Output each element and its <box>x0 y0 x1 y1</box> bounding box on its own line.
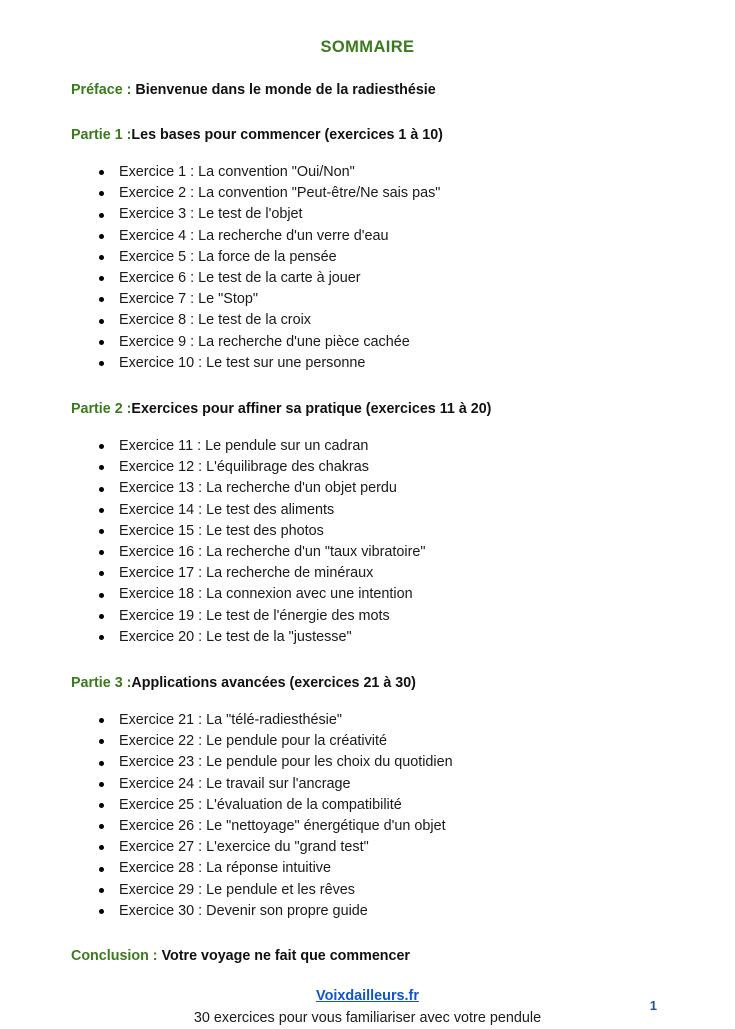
list-item-label: Exercice 4 : La recherche d'un verre d'eau <box>119 227 389 244</box>
bullet-icon <box>99 191 104 196</box>
list-item-label: Exercice 15 : Le test des photos <box>119 522 324 539</box>
conclusion-title: Votre voyage ne fait que commencer <box>161 948 410 965</box>
bullet-icon <box>99 718 104 723</box>
list-item <box>0 837 735 858</box>
list-item <box>0 353 735 374</box>
parts-container <box>0 125 735 922</box>
list-item-label: Exercice 22 : Le pendule pour la créativité <box>119 733 387 750</box>
list-item-label: Exercice 9 : La recherche d'une pièce cachée <box>119 333 410 350</box>
list-item <box>0 710 735 731</box>
list-item-label: Exercice 3 : Le test de l'objet <box>119 206 303 223</box>
list-item <box>0 436 735 457</box>
part-title: Applications avancées (exercices 21 à 30) <box>131 675 416 692</box>
part-label: Partie 3 : <box>71 675 132 692</box>
list-item <box>0 289 735 310</box>
bullet-icon <box>99 635 104 640</box>
bullet-icon <box>99 867 104 872</box>
bullet-icon <box>99 571 104 576</box>
bullet-icon <box>99 465 104 470</box>
list-item <box>0 752 735 773</box>
bullet-icon <box>99 487 104 492</box>
bullet-icon <box>99 276 104 281</box>
bullet-icon <box>99 255 104 260</box>
list-item <box>0 247 735 268</box>
list-item <box>0 310 735 331</box>
list-item-label: Exercice 24 : Le travail sur l'ancrage <box>119 775 351 792</box>
list-item <box>0 204 735 225</box>
part-heading <box>0 125 735 145</box>
bullet-icon <box>99 803 104 808</box>
bullet-icon <box>99 170 104 175</box>
bullet-icon <box>99 845 104 850</box>
list-item-label: Exercice 27 : L'exercice du "grand test" <box>119 839 369 856</box>
exercise-list <box>0 710 735 922</box>
list-item-label: Exercice 26 : Le "nettoyage" énergétique d'un objet <box>119 818 446 835</box>
footer-tagline: 30 exercices pour vous familiariser avec votre pendule <box>193 1010 542 1027</box>
list-item <box>0 162 735 183</box>
list-item <box>0 880 735 901</box>
list-item <box>0 901 735 922</box>
list-item-label: Exercice 30 : Devenir son propre guide <box>119 902 368 919</box>
bullet-icon <box>99 340 104 345</box>
list-item-label: Exercice 25 : L'évaluation de la compatibilité <box>119 796 402 813</box>
list-item-label: Exercice 12 : L'équilibrage des chakras <box>119 459 369 476</box>
list-item <box>0 226 735 247</box>
bullet-icon <box>99 508 104 513</box>
list-item-label: Exercice 13 : La recherche d'un objet perdu <box>119 480 397 497</box>
list-item-label: Exercice 29 : Le pendule et les rêves <box>119 881 355 898</box>
list-item <box>0 816 735 837</box>
list-item <box>0 774 735 795</box>
conclusion-heading <box>0 946 735 966</box>
list-item-label: Exercice 16 : La recherche d'un "taux vibratoire" <box>119 544 426 561</box>
part-heading <box>0 399 735 419</box>
part-title: Exercices pour affiner sa pratique (exercices 11 à 20) <box>131 401 492 418</box>
list-item-label: Exercice 5 : La force de la pensée <box>119 248 337 265</box>
bullet-icon <box>99 888 104 893</box>
list-item <box>0 584 735 605</box>
list-item <box>0 500 735 521</box>
page-title: SOMMAIRE <box>320 38 415 56</box>
preface-heading <box>0 80 735 100</box>
list-item-label: Exercice 19 : Le test de l'énergie des mots <box>119 607 390 624</box>
list-item <box>0 183 735 204</box>
list-item-label: Exercice 14 : Le test des aliments <box>119 501 335 518</box>
list-item-label: Exercice 20 : Le test de la "justesse" <box>119 628 352 645</box>
part-label: Partie 2 : <box>71 401 132 418</box>
bullet-icon <box>99 550 104 555</box>
footer <box>0 986 735 1029</box>
list-item <box>0 627 735 648</box>
list-item <box>0 795 735 816</box>
bullet-icon <box>99 234 104 239</box>
bullet-icon <box>99 529 104 534</box>
page-number: 1 <box>649 998 657 1013</box>
bullet-icon <box>99 361 104 366</box>
list-item-label: Exercice 7 : Le "Stop" <box>119 291 259 308</box>
list-item <box>0 542 735 563</box>
part-title: Les bases pour commencer (exercices 1 à 10) <box>131 127 443 143</box>
bullet-icon <box>99 739 104 744</box>
list-item-label: Exercice 6 : Le test de la carte à jouer <box>119 270 361 287</box>
list-item <box>0 478 735 499</box>
bullet-icon <box>99 761 104 766</box>
preface-label: Préface : <box>71 82 132 98</box>
bullet-icon <box>99 782 104 787</box>
list-item <box>0 858 735 879</box>
conclusion-label: Conclusion : <box>71 948 158 965</box>
list-item <box>0 268 735 289</box>
list-item <box>0 563 735 584</box>
exercise-list <box>0 436 735 648</box>
list-item-label: Exercice 10 : Le test sur une personne <box>119 354 366 371</box>
bullet-icon <box>99 614 104 619</box>
preface-title: Bienvenue dans le monde de la radiesthésie <box>135 82 436 98</box>
list-item <box>0 521 735 542</box>
list-item-label: Exercice 23 : Le pendule pour les choix du quotidien <box>119 754 453 771</box>
list-item-label: Exercice 11 : Le pendule sur un cadran <box>119 438 369 455</box>
list-item-label: Exercice 1 : La convention "Oui/Non" <box>119 164 355 180</box>
list-item-label: Exercice 21 : La "télé-radiesthésie" <box>119 712 342 729</box>
part-label: Partie 1 : <box>71 127 132 143</box>
list-item-label: Exercice 8 : Le test de la croix <box>119 312 311 329</box>
list-item <box>0 606 735 627</box>
bullet-icon <box>99 444 104 449</box>
bullet-icon <box>99 824 104 829</box>
list-item <box>0 457 735 478</box>
list-item <box>0 332 735 353</box>
list-item-label: Exercice 17 : La recherche de minéraux <box>119 565 374 582</box>
bullet-icon <box>99 909 104 914</box>
exercise-list <box>0 162 735 374</box>
bullet-icon <box>99 593 104 598</box>
website-link[interactable]: Voixdailleurs.fr <box>316 988 419 1005</box>
bullet-icon <box>99 297 104 302</box>
bullet-icon <box>99 319 104 324</box>
bullet-icon <box>99 213 104 218</box>
part-heading <box>0 673 735 693</box>
list-item-label: Exercice 18 : La connexion avec une intention <box>119 586 413 603</box>
list-item-label: Exercice 2 : La convention "Peut-être/Ne sais pas" <box>119 185 441 202</box>
list-item-label: Exercice 28 : La réponse intuitive <box>119 860 331 877</box>
list-item <box>0 731 735 752</box>
